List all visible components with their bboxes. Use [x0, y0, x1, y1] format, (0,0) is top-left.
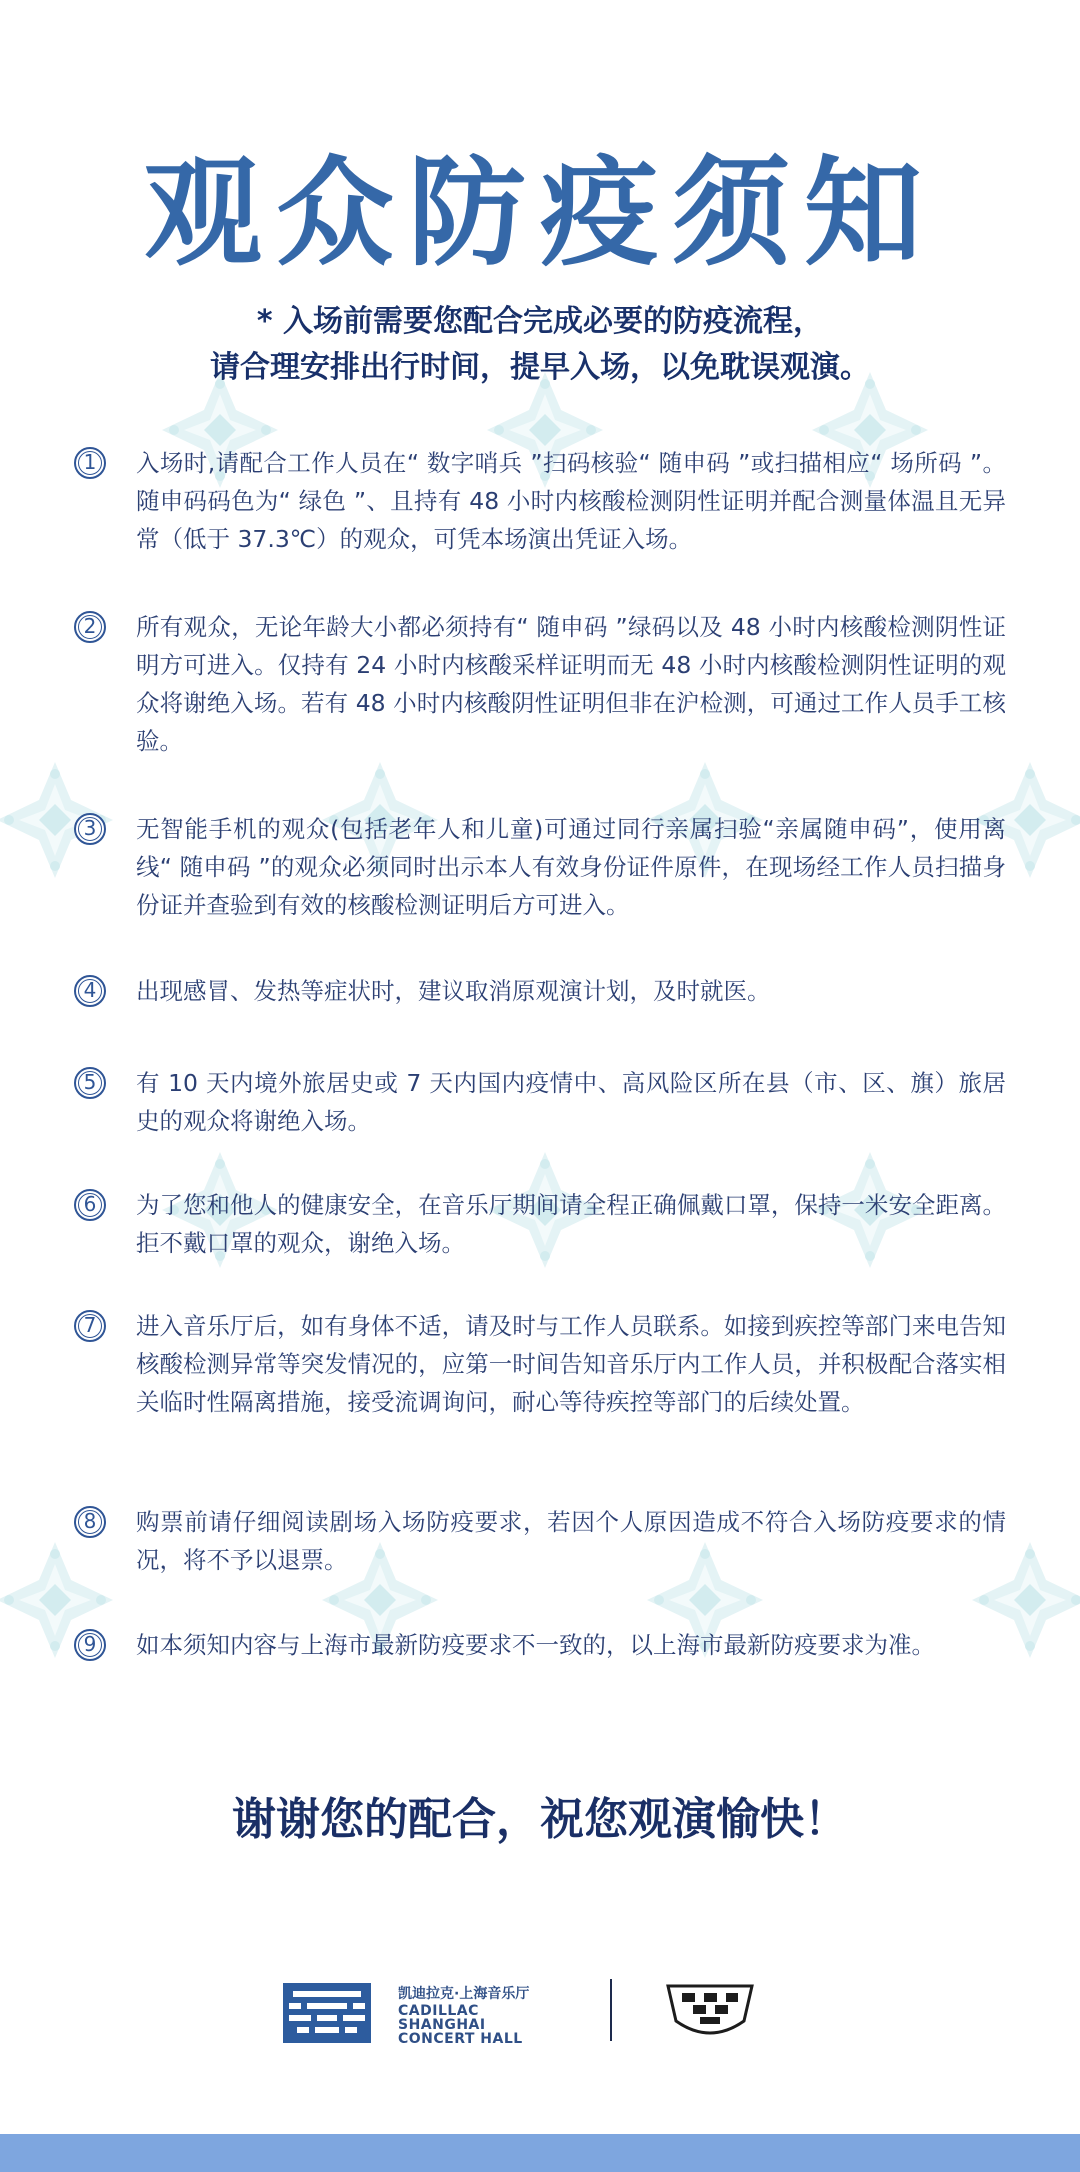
notice-text-2: 所有观众，无论年龄大小都必须持有“ 随申码 ”绿码以及 48 小时内核酸检测阴性证明方可进入。仅持有 24 小时内核酸采样证明而无 48 小时内核酸检测阴性证明的观众将谢绝入场。若有 48 小时内核酸阴性证明但非在沪检测，可通过工作人员手工核验。 — [136, 613, 1006, 755]
number-3-icon: 3 — [74, 813, 106, 845]
footer-logos — [0, 1975, 1080, 2055]
number-5-icon: 5 — [74, 1067, 106, 1099]
footer-divider — [610, 1979, 612, 2041]
bottom-bar — [0, 2134, 1080, 2172]
notice-text-8: 购票前请仔细阅读剧场入场防疫要求，若因个人原因造成不符合入场防疫要求的情况，将不予以退票。 — [136, 1508, 1006, 1574]
number-7-icon: 7 — [74, 1310, 106, 1342]
number-9-icon: 9 — [74, 1629, 106, 1661]
notice-text-6: 为了您和他人的健康安全，在音乐厅期间请全程正确佩戴口罩，保持一米安全距离。拒不戴口罩的观众，谢绝入场。 — [136, 1191, 1006, 1257]
notice-text-9: 如本须知内容与上海市最新防疫要求不一致的，以上海市最新防疫要求为准。 — [136, 1631, 935, 1659]
number-1-icon: 1 — [74, 447, 106, 479]
venue-name-en-line-1: CADILLAC — [398, 2003, 479, 2019]
venue-name-cn: 凯迪拉克·上海音乐厅 — [398, 1986, 530, 2002]
notice-text-7: 进入音乐厅后，如有身体不适，请及时与工作人员联系。如接到疾控等部门来电告知核酸检测异常等突发情况的，应第一时间告知音乐厅内工作人员，并积极配合落实相关临时性隔离措施，接受流调询问，耐心等待疾控等部门的后续处置。 — [136, 1312, 1006, 1416]
notice-text-4: 出现感冒、发热等症状时，建议取消原观演计划，及时就医。 — [136, 977, 771, 1005]
number-4-icon: 4 — [74, 975, 106, 1007]
subtitle-line-2: 请合理安排出行时间，提早入场，以免耽误观演。 — [210, 350, 870, 385]
thank-you-message: 谢谢您的配合，祝您观演愉快！ — [232, 1794, 848, 1845]
number-2-icon: 2 — [74, 611, 106, 643]
concert-hall-logo-icon — [283, 1983, 371, 2043]
cadillac-crest-icon — [664, 1983, 756, 2037]
venue-name-en-line-3: CONCERT HALL — [398, 2031, 523, 2047]
subtitle-line-1: * 入场前需要您配合完成必要的防疫流程， — [256, 304, 824, 339]
notice-text-5: 有 10 天内境外旅居史或 7 天内国内疫情中、高风险区所在县（市、区、旗）旅居史的观众将谢绝入场。 — [136, 1069, 1006, 1135]
notice-text-1: 入场时,请配合工作人员在“ 数字哨兵 ”扫码核验“ 随申码 ”或扫描相应“ 场所码 ”。随申码码色为“ 绿色 ”、且持有 48 小时内核酸检测阴性证明并配合测量体温且无异常（低于 37.3℃）的观众，可凭本场演出凭证入场。 — [136, 449, 1006, 553]
venue-name-en-line-2: SHANGHAI — [398, 2017, 486, 2033]
number-8-icon: 8 — [74, 1506, 106, 1538]
number-6-icon: 6 — [74, 1189, 106, 1221]
notice-text-3: 无智能手机的观众(包括老年人和儿童)可通过同行亲属扫验“亲属随申码”，使用离线“ 随申码 ”的观众必须同时出示本人有效身份证件原件，在现场经工作人员扫描身份证并查验到有效的核酸检测证明后方可进入。 — [136, 815, 1006, 919]
page-title: 观众防疫须知 — [143, 144, 936, 282]
